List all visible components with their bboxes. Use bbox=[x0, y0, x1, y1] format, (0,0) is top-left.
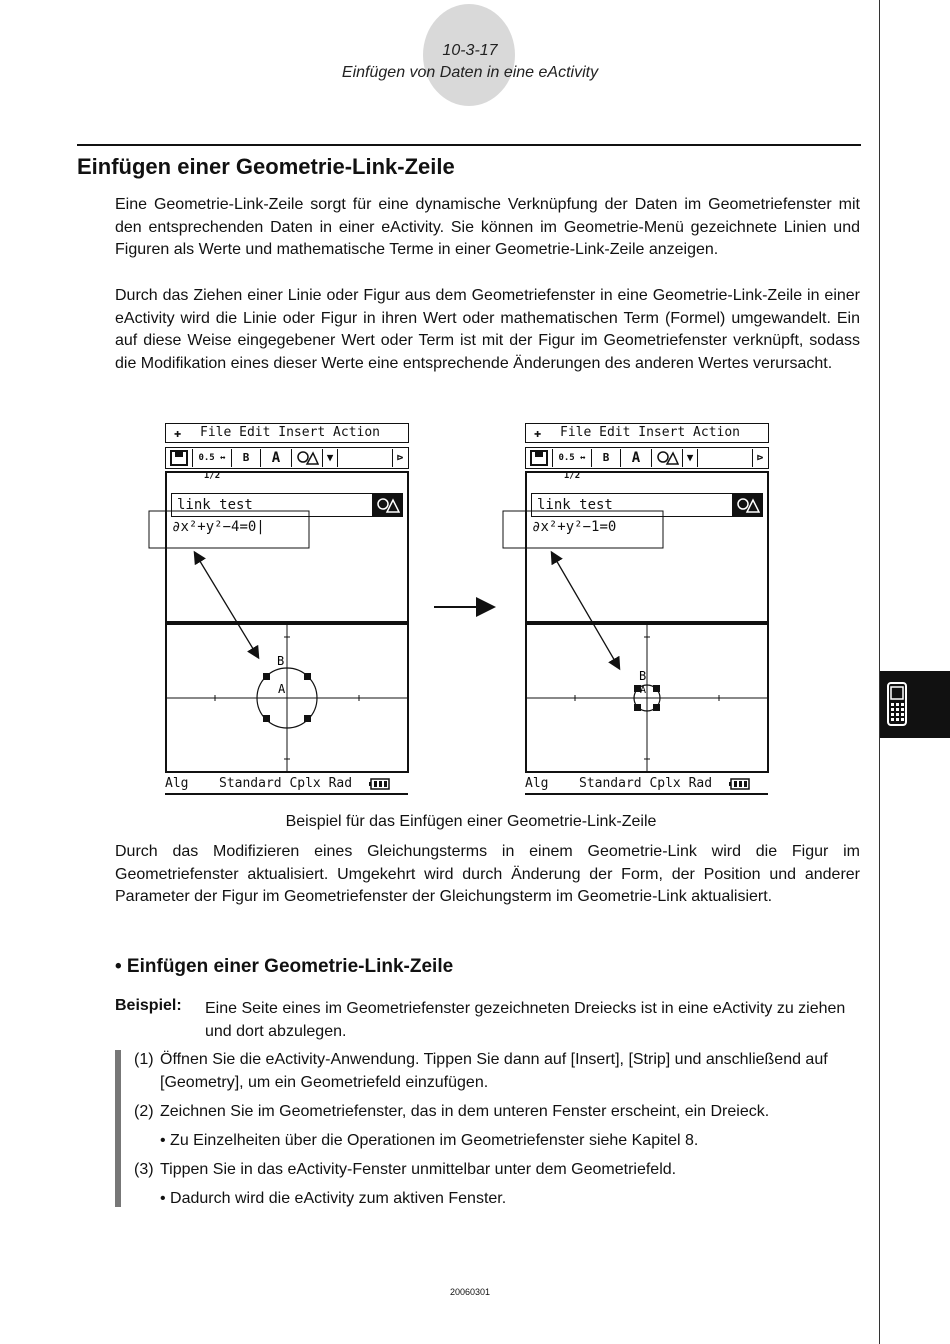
step-1-number: (1) bbox=[134, 1051, 154, 1068]
expression-text: x²+y²−4=0 bbox=[180, 519, 257, 535]
highlight-box-left bbox=[149, 511, 309, 548]
step-2-number: (2) bbox=[134, 1103, 154, 1120]
step-2-text: Zeichnen Sie im Geometriefenster, das in dem unteren Fenster erscheint, ein Dreieck. bbox=[160, 1103, 770, 1120]
scroll-right-icon[interactable]: ⊳ bbox=[752, 449, 767, 467]
step-1-text: Öffnen Sie die eActivity-Anwendung. Tippen Sie dann auf [Insert], [Strip] und anschließend auf [Geometry], um ein Geometriefeld einzufügen. bbox=[160, 1051, 828, 1091]
paragraph-3: Durch das Modifizieren eines Gleichungsterms in einem Geometrie-Link wird die Figur im Geometriefenster aktualisiert. Umgekehrt wird durch Änderung der Form, der Position und anderer Parameter der Figur im Geometriefenster der Gleichungsterm im Geometrie-Link aktualisiert. bbox=[115, 843, 860, 906]
drag-arrow-right bbox=[552, 553, 619, 668]
menu-items[interactable]: File Edit Insert Action bbox=[200, 425, 381, 440]
strip-name: link test bbox=[177, 497, 253, 513]
figure-caption: Beispiel für das Einfügen einer Geometrie-Link-Zeile bbox=[285, 813, 657, 830]
paragraph-2: Durch das Ziehen einer Linie oder Figur aus dem Geometriefenster in eine Geometrie-Link-Zeile in einer eActivity wird die Linie oder Figur in ihren Wert oder mathematischen Term (Formel) umgewandelt. Ein auf diese Weise eingegebener Wert oder Term ist mit der Figur im Geometriefenster verknüpft, sodass die Modifikation eines dieser Werte eine entsprechende Änderungen des anderen Wertes verursacht. bbox=[115, 287, 860, 372]
step-2-note: • Zu Einzelheiten über die Operationen im Geometriefenster siehe Kapitel 8. bbox=[160, 1132, 699, 1149]
point-b-label: B bbox=[277, 654, 285, 668]
point-a-label: A bbox=[278, 682, 286, 696]
link-icon: ∂ bbox=[172, 519, 181, 535]
point-b-label: B bbox=[639, 669, 647, 683]
point-a-label: A bbox=[640, 685, 647, 696]
chevron-down-icon[interactable]: ▼ bbox=[323, 449, 338, 467]
status-mode: Alg bbox=[525, 776, 549, 791]
text-cursor: | bbox=[256, 519, 265, 535]
scroll-right-icon[interactable]: ⊳ bbox=[392, 449, 407, 467]
paragraph-1: Eine Geometrie-Link-Zeile sorgt für eine dynamische Verknüpfung der Daten im Geometriefenster mit den entsprechenden Daten in einer eActivity. Sie können im Geometrie-Menü gezeichnete Linien und Figuren als Werte und mathematische Terme in einer Geometrie-Link-Zeile anzeigen. bbox=[115, 196, 860, 259]
strip-name: link test bbox=[537, 497, 613, 513]
page-subtitle: Einfügen von Daten in eine eActivity bbox=[341, 64, 599, 81]
footer-code: 20060301 bbox=[449, 1287, 491, 1297]
drag-arrow-left bbox=[195, 553, 258, 657]
status-settings: Standard Cplx Rad bbox=[219, 776, 353, 791]
menu-dropdown-icon[interactable]: ✚ bbox=[534, 426, 542, 440]
step-3-text: Tippen Sie in das eActivity-Fenster unmittelbar unter dem Geometriefeld. bbox=[160, 1161, 677, 1178]
bold-button[interactable]: B bbox=[592, 449, 621, 467]
steps-bar bbox=[115, 1050, 121, 1207]
fraction-button[interactable]: 0.5 ↔ 1/2 bbox=[553, 449, 592, 467]
page-number: 10-3-17 bbox=[442, 42, 498, 59]
section-title: Einfügen einer Geometrie-Link-Zeile bbox=[77, 154, 455, 179]
menu-items[interactable]: File Edit Insert Action bbox=[560, 425, 741, 440]
highlight-box-right bbox=[503, 511, 663, 548]
bold-button[interactable]: B bbox=[232, 449, 261, 467]
step-3-note: • Dadurch wird die eActivity zum aktiven Fenster. bbox=[160, 1190, 507, 1207]
status-settings: Standard Cplx Rad bbox=[579, 776, 713, 791]
link-icon: ∂ bbox=[532, 519, 541, 535]
status-mode: Alg bbox=[165, 776, 189, 791]
subsection-title: • Einfügen einer Geometrie-Link-Zeile bbox=[115, 956, 454, 977]
expression-text: x²+y²−1=0 bbox=[540, 519, 617, 535]
example-label: Beispiel: bbox=[115, 997, 182, 1014]
chevron-down-icon[interactable]: ▼ bbox=[683, 449, 698, 467]
example-text: Eine Seite eines im Geometriefenster gezeichneten Dreiecks ist in eine eActivity zu ziehen und dort abzulegen. bbox=[205, 1000, 846, 1040]
step-3-number: (3) bbox=[134, 1161, 154, 1178]
font-button[interactable]: A bbox=[621, 449, 652, 467]
menu-dropdown-icon[interactable]: ✚ bbox=[174, 426, 182, 440]
font-button[interactable]: A bbox=[261, 449, 292, 467]
fraction-button[interactable]: 0.5 ↔ 1/2 bbox=[193, 449, 232, 467]
